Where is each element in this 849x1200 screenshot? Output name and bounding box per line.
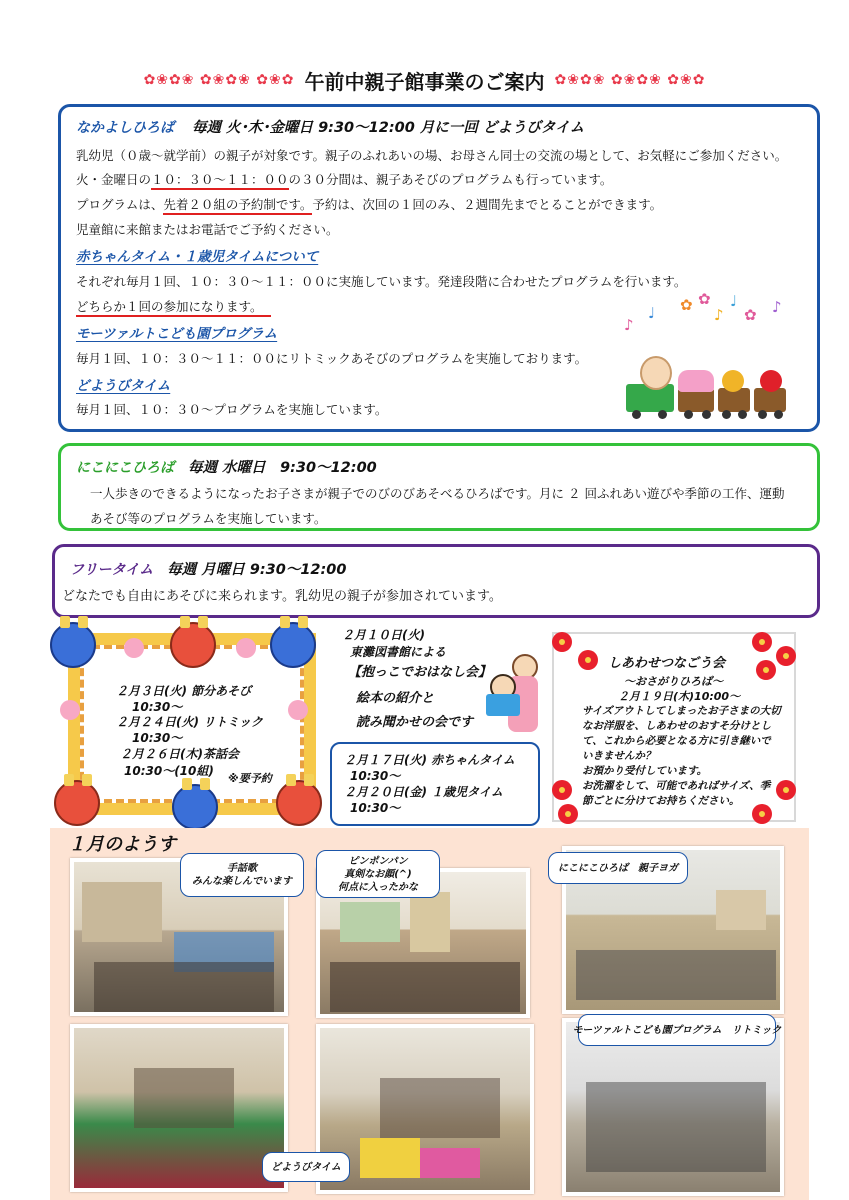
blue-oni-icon	[50, 622, 96, 668]
caption-bubble: どようびタイム	[262, 1152, 350, 1182]
library-event-desc-1: 絵本の紹介と	[356, 691, 435, 706]
petal-decoration	[60, 700, 80, 720]
plum-flower-icon	[776, 780, 796, 800]
library-event-desc-2: 読み聞かせの会です	[356, 715, 474, 730]
petal-decoration	[124, 638, 144, 658]
text-segment: プログラムは、	[76, 197, 164, 212]
blue-oni-icon	[172, 784, 218, 830]
one-year-time-date: ２月２０日(金) １歳児タイム	[344, 785, 503, 799]
nikoniko-title: にこにこひろば	[76, 460, 174, 476]
reservation-highlight: 先着２０組の予約制です。	[163, 197, 312, 215]
red-oni-icon	[276, 780, 322, 826]
nakayoshi-line-3	[76, 195, 662, 213]
oshiawase-subtitle: ～おさがりひろば～	[624, 675, 723, 688]
plum-flower-icon	[552, 780, 572, 800]
music-note-icon: ♩	[730, 292, 738, 310]
event-setsubun-date: ２月３日(火) 節分あそび	[116, 684, 252, 698]
wheel	[658, 410, 667, 419]
doyoubi-line: 毎月１回、１０：３０～プログラムを実施しています。	[76, 402, 388, 417]
caption-bubble: にこにこひろば 親子ヨガ	[548, 852, 688, 884]
baby-figure	[640, 356, 672, 390]
nikoniko-header	[76, 456, 377, 477]
event-setsubun-time: 10:30～	[132, 700, 183, 714]
wheel	[702, 410, 711, 419]
free-time-header	[70, 558, 346, 579]
apple-icon	[760, 370, 782, 392]
free-time-section	[52, 544, 820, 618]
baby-time-heading: 赤ちゃんタイム・１歳児タイムについて	[76, 249, 319, 265]
library-event-date: ２月１０日(火)	[342, 628, 425, 642]
oshiawase-line-6: お洗濯をして、可能であればサイズ、季	[582, 780, 771, 792]
one-year-time-time: 10:30～	[350, 801, 401, 815]
caption-bubble: モーツァルトこども園プログラム リトミック	[578, 1014, 776, 1046]
text-segment: 予約は、次回の１回のみ、２週間先までとることができます。	[312, 197, 663, 212]
flower-icon: ✿	[698, 290, 711, 308]
photo-saturday-time-1	[70, 1024, 288, 1192]
nikoniko-line-2: あそび等のプログラムを実施しています。	[90, 511, 327, 526]
music-note-icon: ♪	[624, 316, 634, 334]
text-segment: 火・金曜日の	[76, 172, 152, 187]
plum-flower-icon	[752, 804, 772, 824]
red-oni-icon	[54, 780, 100, 826]
nakayoshi-line-4: 児童館に来館またはお電話でご予約ください。	[76, 222, 339, 237]
wheel	[632, 410, 641, 419]
event-teaparty-date: ２月２６日(木)茶話会	[120, 747, 239, 761]
baby-time-date: ２月１７日(火) 赤ちゃんタイム	[344, 753, 515, 767]
flower-icon: ✿	[744, 306, 757, 324]
oshiawase-line-7: 節ごとに分けてお持ちください。	[582, 795, 740, 807]
oshiawase-line-2: なお洋服を、しあわせのおすそ分けとし	[582, 720, 771, 732]
reading-mother-illustration	[486, 652, 548, 738]
petal-decoration	[288, 700, 308, 720]
reservation-note: ※要予約	[228, 772, 272, 785]
oshiawase-date: ２月１９日(木)10:00～	[618, 690, 741, 703]
heart-icon	[678, 370, 714, 392]
plum-flower-icon	[776, 646, 796, 666]
flower-icon: ✿	[680, 296, 693, 314]
flower-decoration-right: ✿❀✿❀ ✿❀✿❀ ✿❀✿	[554, 72, 706, 88]
wheel	[774, 410, 783, 419]
nakayoshi-header	[76, 116, 584, 137]
flower-decoration-left: ✿❀✿❀ ✿❀✿❀ ✿❀✿	[143, 72, 295, 88]
baby-time-line-1: それぞれ毎月１回、１０：３０～１１：００に実施しています。発達段階に合わせたプログラムを行います。	[76, 274, 687, 289]
wheel	[738, 410, 747, 419]
bear-icon	[722, 370, 744, 392]
wheel	[684, 410, 693, 419]
music-note-icon: ♪	[714, 306, 724, 324]
nakayoshi-line-1: 乳幼児（０歳～就学前）の親子が対象です。親子のふれあいの場、お母さん同士の交流の場として、お気軽にご参加ください。	[76, 148, 788, 163]
time-highlight: １０：３０～１１：００	[151, 172, 289, 190]
wheel	[758, 410, 767, 419]
text-segment: の３０分間は、親子あそびのプログラムも行っています。	[288, 172, 613, 187]
library-event-title: 【抱っこでおはなし会】	[348, 665, 492, 680]
oshiawase-line-5: お預かり受付しています。	[582, 765, 708, 777]
mozart-line: 毎月１回、１０：３０～１１：００にリトミックあそびのプログラムを実施しております。	[76, 351, 588, 366]
event-teaparty-time: 10:30～(10組)	[124, 764, 214, 778]
free-time-line: どなたでも自由にあそびに来られます。乳幼児の親子が参加されています。	[62, 589, 502, 604]
baby-time-note: どちらか１回の参加になります。	[76, 299, 271, 317]
nakayoshi-title: なかよしひろば	[76, 120, 174, 136]
music-note-icon: ♪	[772, 298, 782, 316]
plum-flower-icon	[752, 632, 772, 652]
baby-time-time: 10:30～	[350, 769, 401, 783]
library-event-host: 東灘図書館による	[350, 645, 447, 659]
free-time-title: フリータイム	[70, 562, 154, 578]
caption-line: 何点に入ったかな	[338, 881, 418, 893]
nakayoshi-schedule: 毎週 火･木･金曜日 9:30～12:00 月に一回 どようびタイム	[191, 120, 585, 136]
petal-decoration	[236, 638, 256, 658]
free-time-schedule: 毎週 月曜日 9:30～12:00	[167, 562, 347, 578]
event-rhythmic-date: ２月２４日(火) リトミック	[116, 715, 263, 729]
caption-line: ピンポンパン	[348, 855, 408, 867]
event-rhythmic-time: 10:30～	[132, 731, 183, 745]
wheel	[722, 410, 731, 419]
baby-time-line-2	[76, 297, 271, 315]
oshiawase-line-1: サイズアウトしてしまったお子さまの大切	[582, 705, 781, 717]
train-illustration	[618, 288, 798, 418]
photos-title: １月のようす	[68, 834, 176, 855]
nakayoshi-line-2	[76, 170, 612, 188]
plum-flower-icon	[578, 650, 598, 670]
plum-flower-icon	[552, 632, 572, 652]
music-note-icon: ♩	[648, 304, 656, 322]
oshiawase-line-3: て、これから必要となる方に引き継いで	[582, 735, 771, 747]
blue-oni-icon	[270, 622, 316, 668]
red-oni-icon	[170, 622, 216, 668]
caption-bubble	[316, 850, 440, 898]
caption-bubble	[180, 853, 304, 897]
caption-line: みんな楽しんでいます	[192, 876, 292, 887]
plum-flower-icon	[756, 660, 776, 680]
page-title: 午前中親子館事業のご案内	[304, 69, 545, 94]
plum-flower-icon	[558, 804, 578, 824]
nikoniko-schedule: 毎週 水曜日 9:30～12:00	[187, 460, 377, 476]
header	[0, 62, 849, 98]
caption-line: 手話歌	[227, 863, 257, 874]
oshiawase-title: しあわせつなごう会	[608, 656, 726, 671]
mozart-heading: モーツァルトこども園プログラム	[76, 326, 278, 342]
oshiawase-line-4: いきませんか？	[582, 750, 656, 762]
nikoniko-line-1: 一人歩きのできるようになったお子さまが親子でのびのびあそべるひろばです。月に ２ 回ふれあい遊びや季節の工作、運動	[90, 486, 785, 501]
doyoubi-heading: どようびタイム	[76, 378, 171, 394]
caption-line: 真剣なお顔(^)	[344, 868, 412, 880]
